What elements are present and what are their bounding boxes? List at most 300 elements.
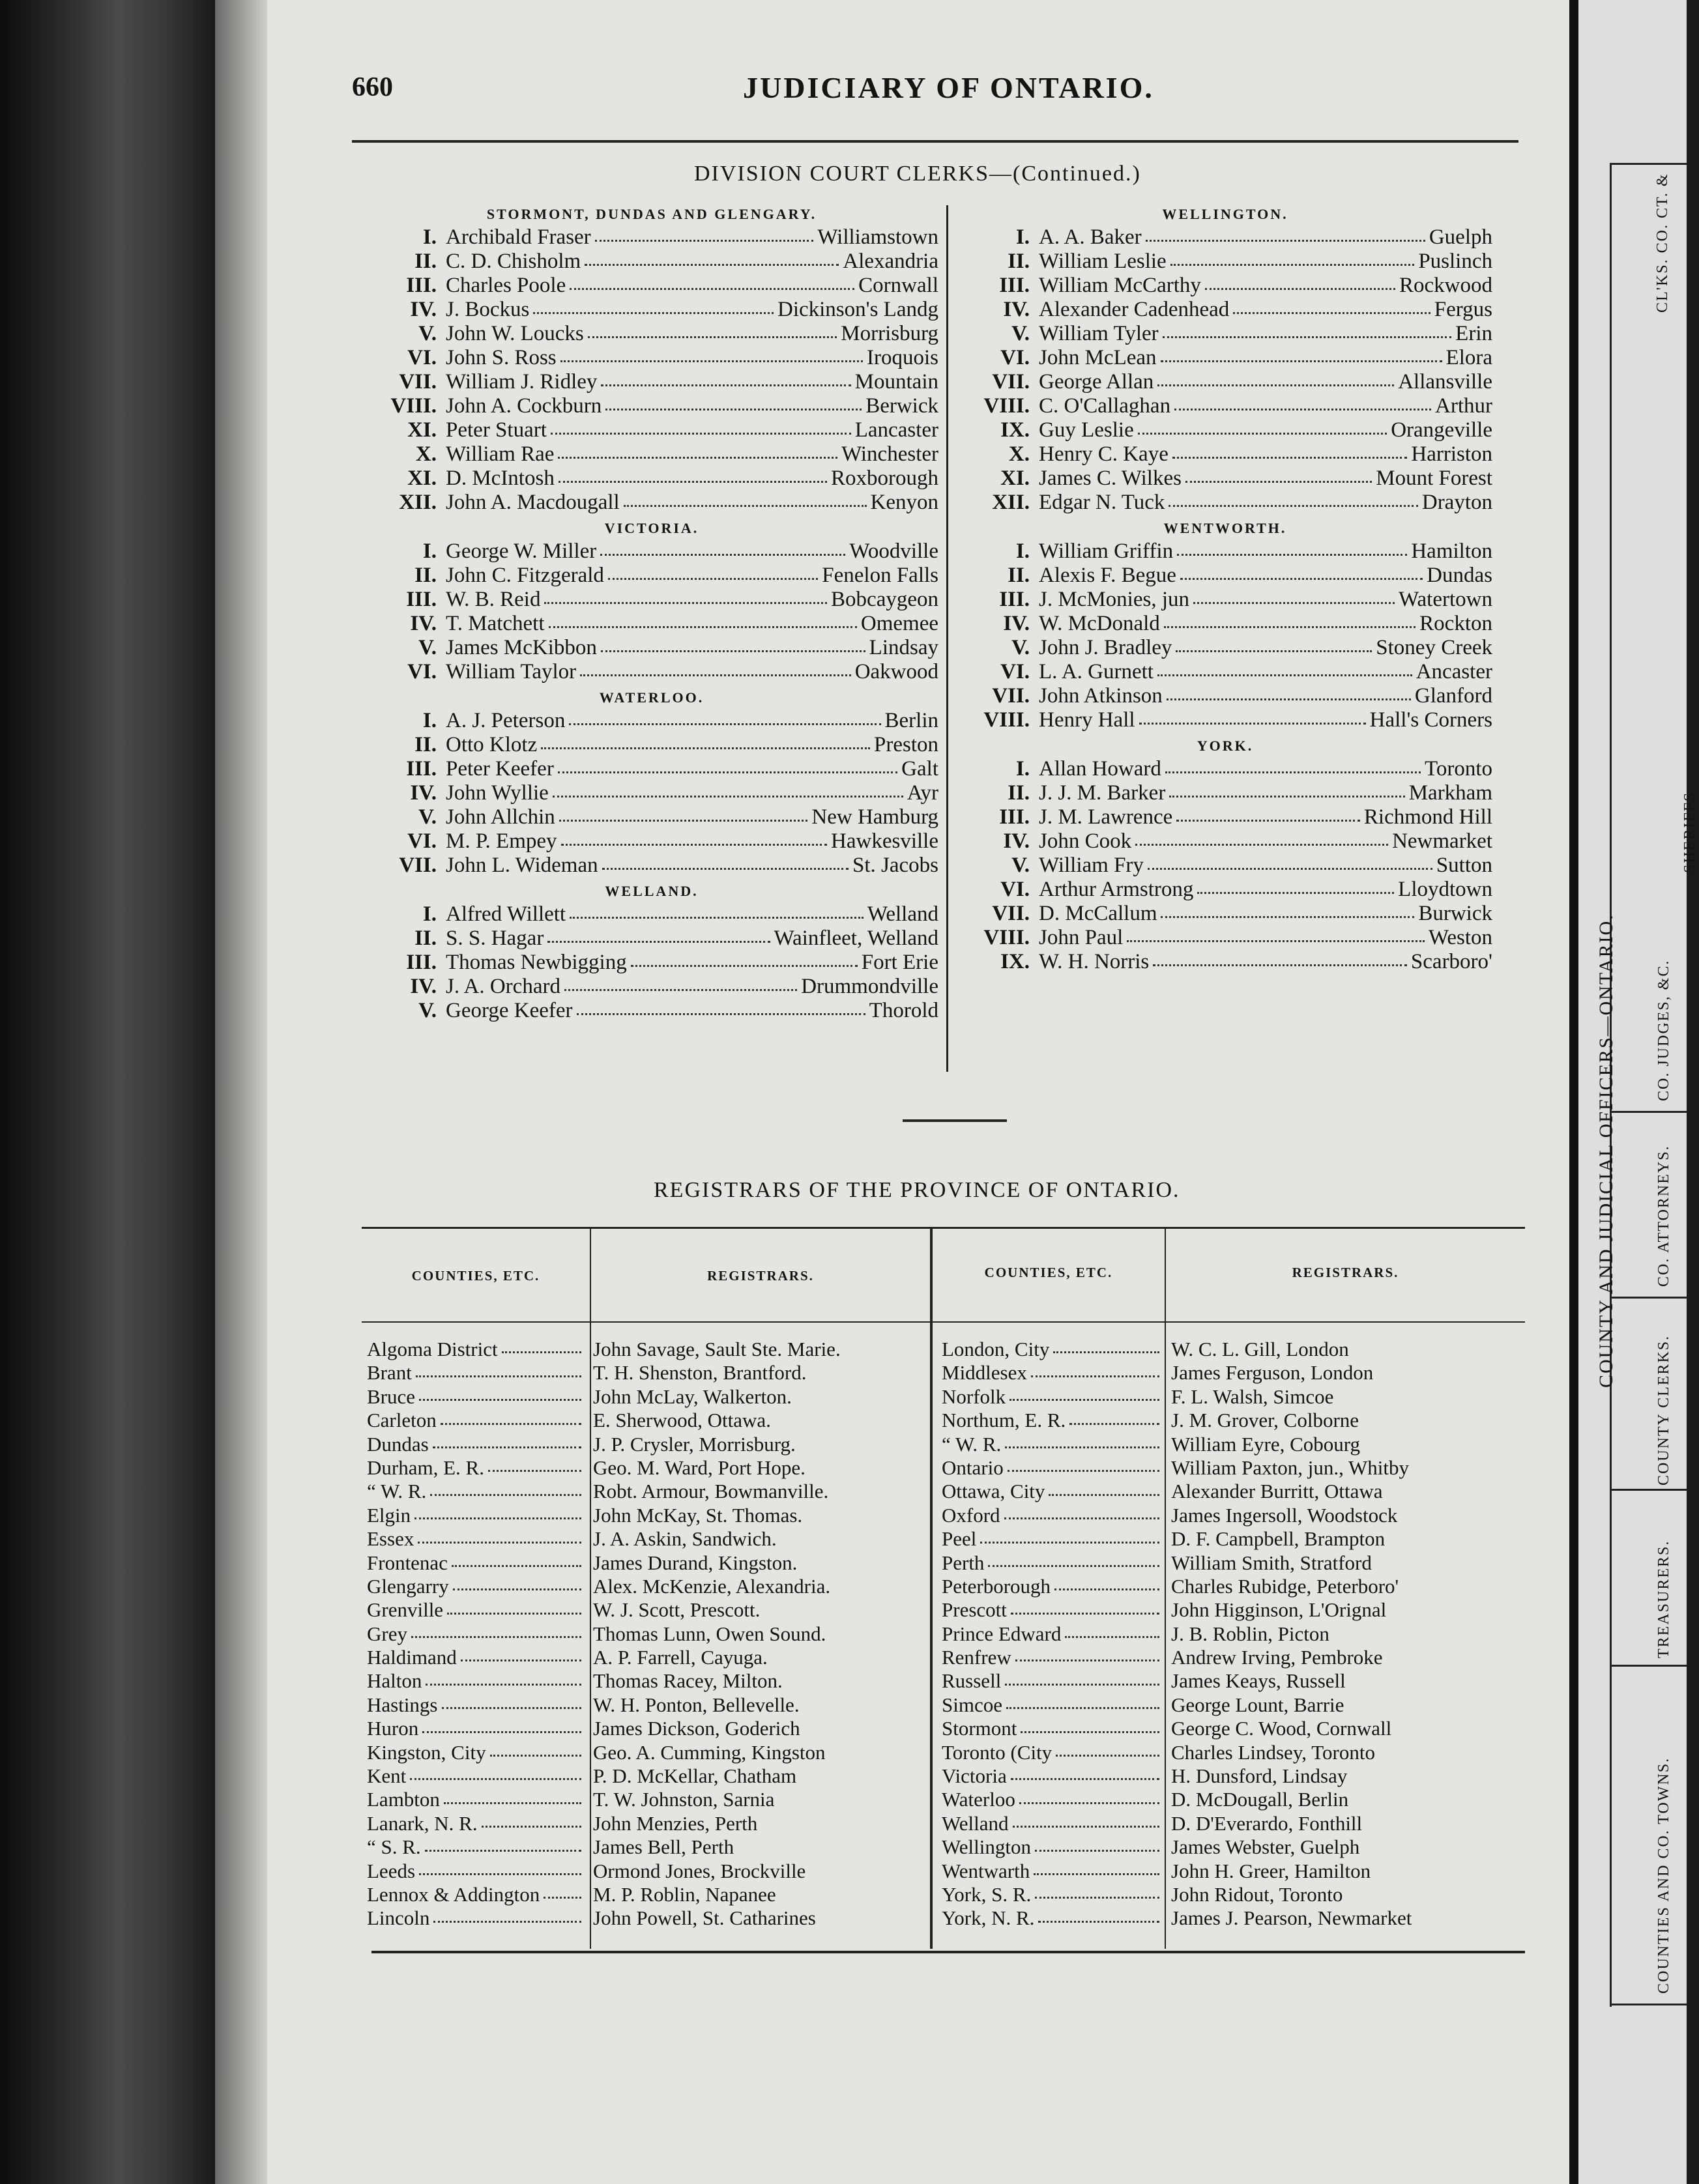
registrar-row [942, 1385, 1525, 1409]
leader-dots [549, 612, 857, 628]
clerk-row [365, 781, 938, 805]
clerk-name: Archibald Fraser [446, 225, 591, 249]
leader-dots [1172, 442, 1408, 459]
clerk-row [365, 660, 938, 684]
county-cell [367, 1504, 585, 1527]
clerk-row [365, 733, 938, 757]
county-name: Hastings [367, 1693, 438, 1716]
division-number: I. [1015, 757, 1030, 781]
leader-dots [580, 660, 851, 676]
leader-dots [577, 999, 865, 1015]
county-name: Prince Edward [942, 1622, 1062, 1645]
leader-dots [569, 709, 880, 725]
registrar-name: Thomas Racey, Milton. [593, 1669, 783, 1693]
clerk-row [958, 322, 1492, 346]
clerk-name: S. S. Hagar [446, 927, 544, 950]
registrar-row [367, 1764, 930, 1788]
leader-dots [1138, 418, 1387, 435]
county-cell [367, 1646, 585, 1669]
clerk-name: John C. Fitzgerald [446, 564, 604, 587]
registrar-row [942, 1504, 1525, 1527]
clerk-name: C. O'Callaghan [1039, 394, 1171, 418]
registrar-name: H. Dunsford, Lindsay [1171, 1764, 1348, 1788]
registrar-name: Robt. Armour, Bowmanville. [593, 1480, 829, 1503]
clerk-place: Roxborough [831, 467, 938, 490]
registrar-row [942, 1788, 1525, 1811]
registrar-cell [585, 1812, 757, 1835]
leader-dots [488, 1456, 581, 1472]
leader-dots [1011, 1598, 1159, 1614]
registrar-cell [585, 1646, 768, 1669]
county-name: Lanark, N. R. [367, 1811, 478, 1835]
registrar-name: James Webster, Guelph [1171, 1835, 1360, 1859]
county-cell [942, 1860, 1163, 1883]
leader-dots [426, 1669, 581, 1685]
column-divider [946, 205, 948, 1072]
clerk-place: Galt [901, 757, 938, 781]
registrar-cell [1163, 1433, 1360, 1456]
registrar-cell [585, 1906, 816, 1930]
clerk-place: Winchester [841, 442, 938, 466]
division-number: VII. [992, 370, 1030, 394]
division-number: I. [422, 709, 437, 732]
clerk-name: John S. Ross [446, 346, 557, 369]
clerk-row [365, 298, 938, 322]
leader-dots [605, 394, 862, 410]
leader-dots [1205, 274, 1395, 290]
leader-dots [482, 1812, 581, 1828]
thumb-tab[interactable]: CO. JUDGES, &C. [1655, 959, 1672, 1101]
clerk-name: Otto Klotz [446, 733, 538, 756]
clerk-name: John J. Bradley [1039, 636, 1172, 659]
clerk-name: John Allchin [446, 805, 555, 829]
division-number: II. [1008, 250, 1030, 273]
thumb-tab[interactable]: SHERIFFS [1681, 791, 1698, 873]
clerk-row [958, 346, 1492, 370]
registrar-row [367, 1575, 930, 1598]
division-number: III. [999, 588, 1030, 611]
county-name: Lambton [367, 1788, 440, 1811]
registrars-table [362, 1229, 1525, 1959]
division-number: III. [406, 588, 437, 611]
division-number: VIII. [983, 926, 1030, 949]
registrar-name: John Menzies, Perth [593, 1811, 758, 1835]
registrar-cell [1163, 1835, 1359, 1859]
thumb-tab[interactable]: COUNTIES AND CO. TOWNS. [1655, 1757, 1672, 1994]
clerk-row [365, 829, 938, 854]
registrar-name: Alexander Burritt, Ottawa [1171, 1480, 1383, 1503]
clerk-place: Drayton [1421, 491, 1492, 514]
clerk-row [958, 805, 1492, 829]
registrar-name: F. L. Walsh, Simcoe [1171, 1385, 1334, 1408]
registrar-cell [1163, 1622, 1329, 1646]
leader-dots [595, 225, 814, 242]
county-name: Durham, E. R. [367, 1456, 484, 1479]
clerk-place: Dickinson's Landg [777, 298, 938, 321]
registrar-name: Alex. McKenzie, Alexandria. [593, 1574, 831, 1598]
registrar-cell [585, 1409, 771, 1432]
clerk-place: Thorold [869, 999, 938, 1022]
division-number: II. [1008, 781, 1030, 805]
clerk-place: Morrisburg [841, 322, 938, 345]
header-rule [352, 140, 1518, 143]
clerk-place: Rockton [1419, 612, 1492, 635]
leader-dots [1146, 225, 1425, 242]
leader-dots [1135, 829, 1388, 846]
registrar-cell [1163, 1812, 1362, 1835]
registrar-cell [585, 1433, 796, 1456]
clerk-row [365, 370, 938, 394]
clerk-place: Elora [1445, 346, 1492, 369]
registrar-name: W. C. L. Gill, London [1171, 1338, 1349, 1360]
table-divider-center [930, 1229, 933, 1949]
leader-dots [1021, 1717, 1159, 1732]
clerk-name: John Paul [1039, 926, 1124, 949]
clerk-place: Wainfleet, Welland [774, 927, 938, 950]
registrar-cell [585, 1717, 800, 1740]
registrar-cell [585, 1504, 802, 1527]
thumb-tab[interactable]: COUNTY CLERKS. [1655, 1334, 1672, 1486]
county-cell [942, 1717, 1163, 1740]
registrar-name: George Lount, Barrie [1171, 1693, 1344, 1716]
county-name: Ontario [942, 1456, 1004, 1479]
registrar-row [942, 1433, 1525, 1456]
registrar-row [367, 1504, 930, 1527]
registrar-cell [585, 1338, 841, 1361]
division-number: III. [406, 757, 437, 781]
registrar-cell [585, 1575, 830, 1598]
division-number: II. [414, 927, 437, 950]
leader-dots [1161, 902, 1414, 918]
registrar-cell [585, 1883, 776, 1906]
registrar-name: Charles Rubidge, Peterboro' [1171, 1574, 1399, 1598]
county-name: Wellington [942, 1835, 1031, 1859]
registrar-row [367, 1646, 930, 1669]
division-number: III. [406, 274, 437, 297]
registrar-cell [585, 1456, 806, 1480]
registrar-cell [585, 1693, 800, 1717]
county-name: Frontenac [367, 1551, 448, 1574]
leader-dots [414, 1504, 581, 1519]
registrar-name: D. McDougall, Berlin [1171, 1788, 1349, 1811]
leader-dots [547, 927, 770, 943]
registrar-row [942, 1409, 1525, 1432]
clerk-name: Charles Poole [446, 274, 566, 297]
clerk-row [958, 442, 1492, 467]
division-number: V. [1011, 636, 1030, 659]
clerk-name: W. B. Reid [446, 588, 541, 611]
clerk-row [365, 539, 938, 564]
registrar-name: Andrew Irving, Pembroke [1171, 1646, 1383, 1669]
registrar-cell [585, 1788, 774, 1811]
division-number: IX. [1000, 950, 1030, 973]
book-spine [0, 0, 215, 2184]
thumb-tab[interactable]: TREASURERS. [1655, 1540, 1672, 1658]
registrar-row [367, 1693, 930, 1717]
registrar-cell [1163, 1456, 1409, 1480]
county-cell [942, 1551, 1163, 1575]
clerk-row [958, 298, 1492, 322]
registrar-cell [585, 1860, 806, 1883]
division-number: III. [406, 951, 437, 974]
leader-dots [419, 1860, 581, 1875]
clerk-name: T. Matchett [446, 612, 545, 635]
county-cell [367, 1741, 585, 1764]
clerk-name: D. McIntosh [446, 467, 555, 490]
clerk-place: Weston [1428, 926, 1492, 949]
registrar-name: J. M. Grover, Colborne [1171, 1409, 1359, 1432]
registrar-name: T. W. Johnston, Sarnia [593, 1788, 775, 1811]
division-number: II. [414, 250, 437, 273]
clerk-name: Thomas Newbigging [446, 951, 627, 974]
leader-dots [1009, 1385, 1159, 1401]
registrars-left-rows [367, 1338, 930, 1931]
registrar-row [367, 1860, 930, 1883]
registrar-row [367, 1361, 930, 1385]
county-cell [942, 1433, 1163, 1456]
leader-dots [544, 1883, 581, 1899]
clerk-name: Guy Leslie [1039, 418, 1134, 442]
leader-dots [1004, 1504, 1159, 1519]
registrar-row [367, 1527, 930, 1551]
division-number: XI. [407, 467, 437, 490]
leader-dots [1157, 370, 1394, 386]
thumb-tab[interactable]: CO. ATTORNEYS. [1655, 1145, 1672, 1287]
clerk-name: William McCarthy [1039, 274, 1201, 297]
registrar-name: James Ferguson, London [1171, 1361, 1374, 1385]
county-name: Peel [942, 1527, 977, 1551]
division-number: XI. [407, 418, 437, 442]
clerk-name: John A. Macdougall [446, 491, 620, 514]
registrar-cell [1163, 1409, 1359, 1432]
registrar-row [367, 1551, 930, 1575]
thumb-tab[interactable]: CL'KS. CO. CT. & [1654, 173, 1671, 313]
registrar-row [942, 1860, 1525, 1883]
clerk-row [365, 322, 938, 346]
clerk-place: Fergus [1434, 298, 1492, 321]
header-rule [362, 1321, 1525, 1323]
district-heading: STORMONT, DUNDAS AND GLENGARY. [486, 206, 817, 222]
county-name: Ottawa, City [942, 1480, 1045, 1503]
registrar-cell [585, 1622, 826, 1646]
clerk-row [958, 878, 1492, 902]
clerk-name: William Rae [446, 442, 555, 466]
county-cell [367, 1480, 585, 1503]
clerk-row [958, 467, 1492, 491]
county-cell [367, 1788, 585, 1811]
clerk-row [958, 274, 1492, 298]
leader-dots [553, 781, 903, 797]
leader-dots [551, 418, 851, 435]
registrar-name: Thomas Lunn, Owen Sound. [593, 1622, 826, 1645]
clerk-place: St. Jacobs [852, 854, 938, 877]
county-name: Kent [367, 1764, 407, 1788]
county-name: Simcoe [942, 1693, 1002, 1716]
clerk-name: J. McMonies, jun [1039, 588, 1189, 611]
running-head [352, 65, 1518, 117]
clerk-place: Hawkesville [831, 829, 938, 853]
division-number: II. [414, 564, 437, 587]
division-number: I. [422, 225, 437, 249]
clerk-place: Ancaster [1416, 660, 1492, 683]
clerk-row [958, 539, 1492, 564]
leader-dots [1035, 1835, 1159, 1851]
clerk-row [958, 250, 1492, 274]
registrar-cell [1163, 1717, 1391, 1740]
division-number: III. [999, 274, 1030, 297]
clerk-row [365, 274, 938, 298]
clerk-row [958, 708, 1492, 732]
clerk-row [365, 854, 938, 878]
tab-divider [1610, 1111, 1687, 1113]
county-name: Glengarry [367, 1574, 449, 1598]
clerk-row [365, 467, 938, 491]
registrar-row [942, 1717, 1525, 1740]
leader-dots [1005, 1669, 1159, 1685]
registrar-name: James Dickson, Goderich [593, 1717, 800, 1740]
clerk-place: Berwick [865, 394, 938, 418]
leader-dots [601, 636, 865, 652]
county-name: Renfrew [942, 1646, 1011, 1669]
leader-dots [1049, 1480, 1159, 1495]
county-cell [367, 1622, 585, 1646]
leader-dots [418, 1527, 581, 1543]
county-cell [942, 1764, 1163, 1788]
county-name: Oxford [942, 1503, 1000, 1527]
county-name: Leeds [367, 1859, 416, 1882]
leader-dots [1065, 1622, 1159, 1638]
registrar-name: John McKay, St. Thomas. [593, 1503, 803, 1527]
registrar-name: E. Sherwood, Ottawa. [593, 1409, 771, 1432]
clerk-row [365, 418, 938, 442]
leader-dots [1165, 757, 1421, 773]
clerk-place: Kenyon [870, 491, 938, 514]
registrar-row [367, 1433, 930, 1456]
clerk-row [958, 612, 1492, 636]
clerk-name: Edgar N. Tuck [1039, 491, 1165, 514]
registrar-row [942, 1527, 1525, 1551]
division-number: XI. [1000, 467, 1030, 490]
tab-divider [1610, 163, 1687, 165]
division-number: VI. [1000, 878, 1030, 901]
clerk-name: William Leslie [1039, 250, 1167, 273]
registrar-name: William Paxton, jun., Whitby [1171, 1456, 1409, 1479]
registrars-right-rows [942, 1338, 1525, 1931]
county-cell [367, 1527, 585, 1551]
division-number: VII. [399, 370, 437, 394]
registrar-row [942, 1883, 1525, 1906]
leader-dots [1170, 250, 1415, 266]
division-number: VIII. [390, 394, 437, 418]
division-number: I. [1015, 225, 1030, 249]
county-name: York, S. R. [942, 1882, 1032, 1906]
clerk-name: William Griffin [1039, 539, 1174, 563]
division-number: XII. [992, 491, 1030, 514]
leader-dots [452, 1551, 581, 1567]
division-clerks-right-column [958, 201, 1492, 974]
leader-dots [1163, 322, 1452, 338]
registrar-name: D. D'Everardo, Fonthill [1171, 1811, 1363, 1835]
tab-divider [1610, 2004, 1687, 2005]
leader-dots [559, 467, 827, 483]
clerk-name: Henry Hall [1039, 708, 1135, 732]
registrar-name: James J. Pearson, Newmarket [1171, 1906, 1412, 1930]
county-name: “ S. R. [367, 1835, 421, 1859]
leader-dots [1169, 781, 1404, 797]
registrar-name: John Higginson, L'Orignal [1171, 1598, 1387, 1622]
clerk-row [365, 491, 938, 515]
division-number: IX. [1000, 418, 1030, 442]
clerk-name: William Fry [1039, 854, 1144, 877]
county-name: Kingston, City [367, 1740, 486, 1764]
clerk-place: Burwick [1418, 902, 1492, 925]
clerk-row [958, 491, 1492, 515]
registrar-row [942, 1693, 1525, 1717]
clerk-place: Ayr [907, 781, 938, 805]
leader-dots [1197, 878, 1394, 894]
clerk-name: Arthur Armstrong [1039, 878, 1194, 901]
county-name: Halton [367, 1669, 422, 1693]
clerk-place: Watertown [1399, 588, 1492, 611]
leader-dots [1157, 660, 1412, 676]
leader-dots [461, 1646, 581, 1661]
county-cell [942, 1883, 1163, 1906]
registrar-cell [1163, 1527, 1385, 1551]
registrar-row [942, 1480, 1525, 1503]
clerk-place: Markham [1408, 781, 1492, 805]
registrar-cell [585, 1480, 828, 1503]
county-cell [942, 1622, 1163, 1646]
registrar-row [367, 1812, 930, 1835]
leader-dots [541, 733, 870, 749]
clerk-place: Glanford [1414, 684, 1492, 708]
county-name: Elgin [367, 1503, 411, 1527]
clerk-name: A. J. Peterson [446, 709, 566, 732]
county-name: Middlesex [942, 1361, 1027, 1385]
registrar-row [367, 1741, 930, 1764]
clerk-place: Welland [867, 902, 938, 926]
leader-dots [988, 1551, 1159, 1567]
clerk-name: John A. Cockburn [446, 394, 602, 418]
leader-dots [425, 1835, 581, 1851]
clerk-name: John Atkinson [1039, 684, 1163, 708]
registrar-name: James Bell, Perth [593, 1835, 734, 1859]
registrar-cell [1163, 1598, 1386, 1622]
registrar-row [942, 1575, 1525, 1598]
clerk-place: Preston [874, 733, 938, 756]
registrar-cell [585, 1361, 806, 1385]
county-name: Wentwarth [942, 1859, 1030, 1882]
registrar-row [367, 1338, 930, 1361]
leader-dots [1169, 491, 1417, 507]
clerk-place: Lloydtown [1398, 878, 1492, 901]
registrar-cell [585, 1527, 777, 1551]
clerk-row [365, 442, 938, 467]
county-cell [942, 1575, 1163, 1598]
division-number: VI. [407, 660, 437, 683]
district-heading: YORK. [1197, 738, 1254, 754]
division-number: II. [1008, 564, 1030, 587]
registrar-name: James Ingersoll, Woodstock [1171, 1503, 1398, 1527]
registrar-row [367, 1835, 930, 1859]
division-number: V. [418, 322, 437, 345]
county-cell [942, 1788, 1163, 1811]
division-clerks-title: DIVISION COURT CLERKS—(Continued.) [694, 162, 1141, 186]
leader-dots [447, 1598, 581, 1614]
county-name: Dundas [367, 1432, 429, 1456]
clerk-row [365, 636, 938, 660]
leader-dots [1233, 298, 1430, 314]
